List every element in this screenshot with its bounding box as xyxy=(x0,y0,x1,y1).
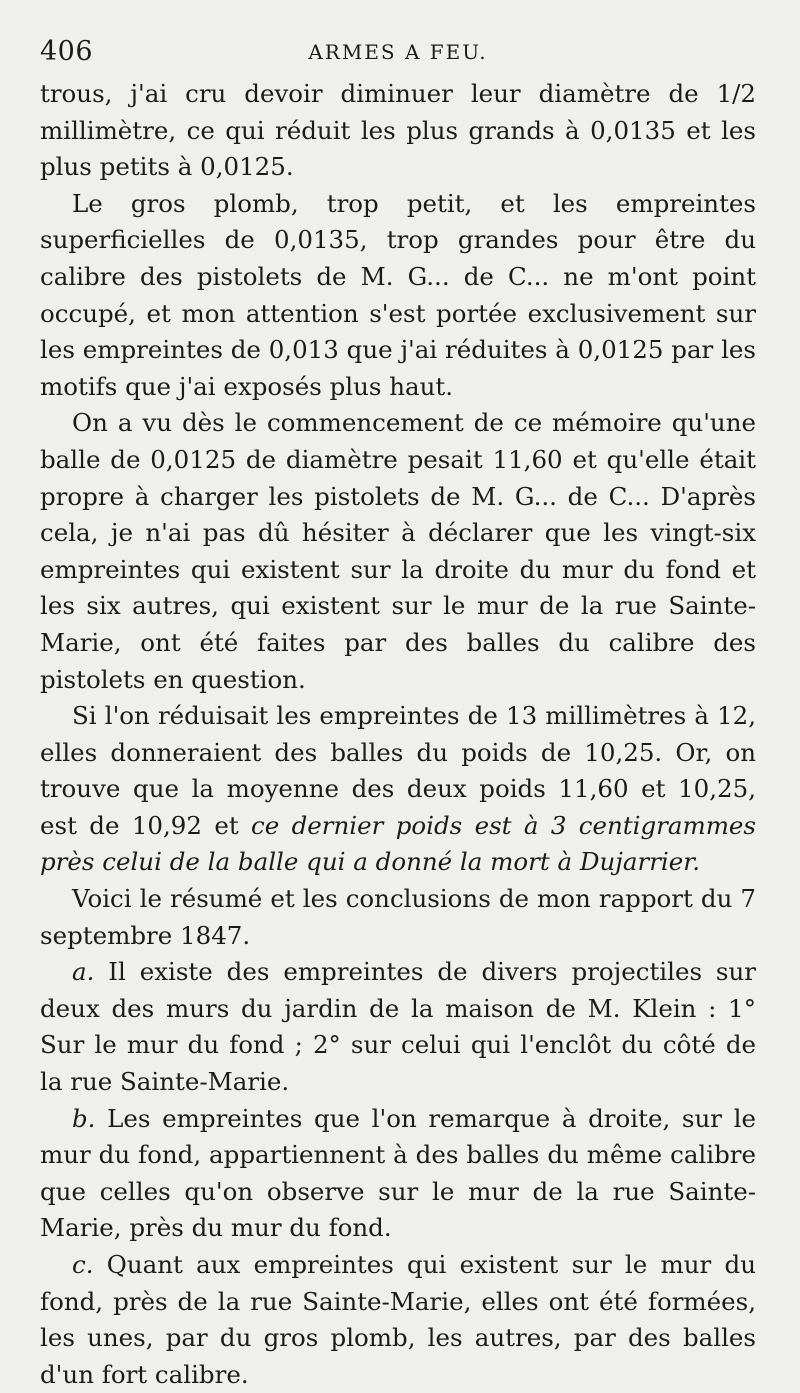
italic-emphasis: ce dernier poids est à 3 centigrammes près celui de la balle qui a donné la mort à Dujarrier. xyxy=(40,810,756,877)
paragraph xyxy=(40,881,756,954)
paragraph-text: On a vu dès le commencement de ce mémoire qu'une balle de 0,0125 de diamètre pesait 11,60 et qu'elle était propre à charger les pistolets de M. G... de C... D'après cela, je n'ai pas dû hésiter à déclarer que les vingt-six empreintes qui existent sur la droite du mur du fond et les six autres, qui existent sur le mur de la rue Sainte-Marie, ont été faites par des balles du calibre des pistolets en question. xyxy=(40,408,756,694)
page-number: 406 xyxy=(40,36,94,67)
paragraph xyxy=(40,698,756,881)
paragraph xyxy=(40,405,756,698)
list-item-text: Les empreintes que l'on remarque à droite, sur le mur du fond, appartiennent à des balles du même calibre que celles qu'on observe sur le mur de la rue Sainte-Marie, près du mur du fond. xyxy=(40,1103,756,1243)
page-header xyxy=(40,28,756,68)
paragraph-text: Le gros plomb, trop petit, et les empreintes superficielles de 0,0135, trop grandes pour être du calibre des pistolets de M. G... de C... ne m'ont point occupé, et mon attention s'est portée exclusivement sur les empreintes de 0,013 que j'ai réduites à 0,0125 par les motifs que j'ai exposés plus haut. xyxy=(40,188,756,401)
list-marker: c. xyxy=(72,1250,94,1279)
list-item xyxy=(40,1101,756,1247)
list-marker: b. xyxy=(72,1103,96,1133)
body-text xyxy=(40,76,756,1393)
list-item xyxy=(40,954,756,1100)
paragraph xyxy=(40,186,756,406)
list-item-text: Il existe des empreintes de divers projectiles sur deux des murs du jardin de la maison de M. Klein : 1° Sur le mur du fond ; 2° sur celui qui l'enclôt du côté de la rue Sainte-Marie. xyxy=(40,957,756,1097)
list-item-text: Quant aux empreintes qui existent sur le mur du fond, près de la rue Sainte-Marie, elles ont été formées, les unes, par du gros plomb, les autres, par des balles d'un fort calibre. xyxy=(40,1250,756,1389)
paragraph-text: Voici le résumé et les conclusions de mon rapport du 7 septembre 1847. xyxy=(40,884,756,950)
paragraph-text: Si l'on réduisait les empreintes de 13 millimètres à 12, elles donneraient des balles du poids de 10,25. Or, on trouve que la moyenne des deux poids 11,60 et 10,25, est de 10,92 et xyxy=(40,701,756,840)
list-item xyxy=(40,1247,756,1393)
list-marker: a. xyxy=(72,957,95,987)
paragraph-continuation xyxy=(40,76,756,186)
running-head: ARMES A FEU. xyxy=(308,40,488,64)
paragraph-text: trous, j'ai cru devoir diminuer leur diamètre de 1/2 millimètre, ce qui réduit les plus grands à 0,0135 et les plus petits à 0,0125. xyxy=(40,79,756,182)
